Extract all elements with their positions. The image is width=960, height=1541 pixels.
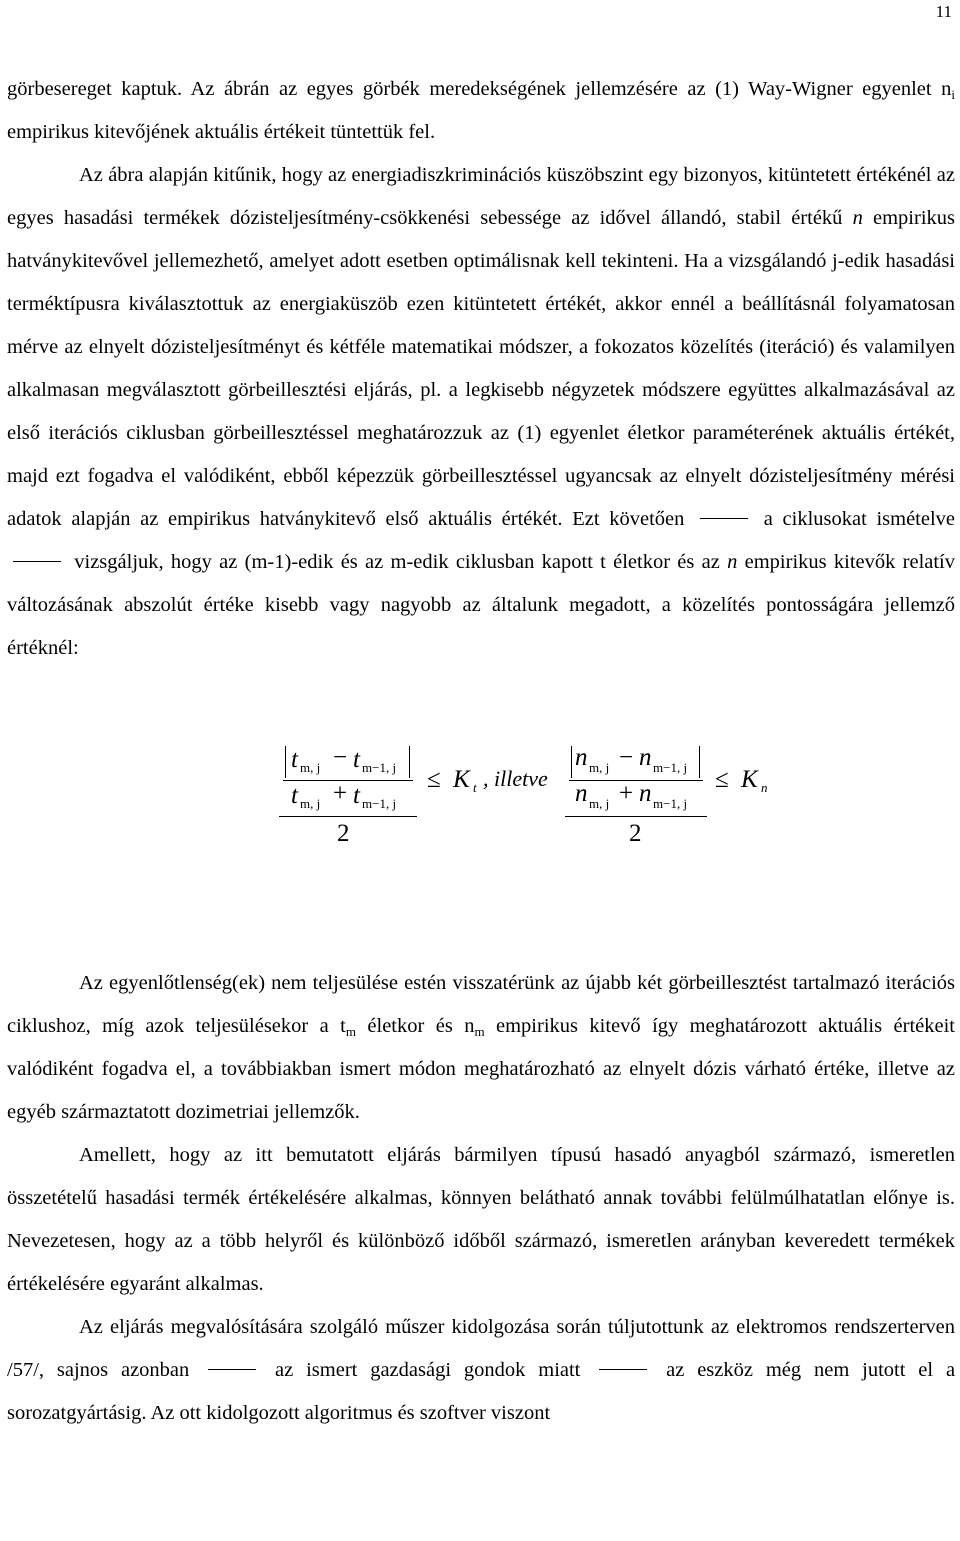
denominator-two: 2 [337, 820, 350, 847]
sub-n: n [761, 780, 768, 795]
para2-c: a ciklusokat ismételve [763, 508, 956, 530]
sub-m1j: m−1, j [362, 760, 397, 775]
em-dash [13, 561, 61, 562]
para2-e: empirikus kitevők relatív változásának abszolút értéke kisebb vagy nagyobb az általunk megadott, a közelítés pontosságára jellemző értéknél: [7, 551, 956, 659]
para2-n: n [852, 207, 863, 229]
para3-sub2: m [474, 1024, 485, 1039]
em-dash [208, 1369, 256, 1370]
abs-bar-left [571, 746, 572, 778]
paragraph-3 [7, 962, 955, 1134]
para1-end: empirikus kitevőjének aktuális értékeit tüntettük fel. [7, 121, 436, 143]
page-body [7, 68, 955, 1435]
sub-mj: m, j [589, 796, 610, 811]
para2-b: empirikus hatványkitevővel jellemezhető, amelyet adott esetben optimálisnak kell tekinteni. Ha a vizsgálandó j-edik hasadási terméktípusra kiválasztottuk az energiaküszöb ezen kitüntetett értékét, akkor ennél a beállításnál folyamatosan mérve az elnyelt dózisteljesítményt és kétféle matematikai módszer, a fokozatos közelítés (iteráció) és valamilyen alkalmasan megválasztott görbeillesztési eljárás, pl. a legkisebb négyzetek módszere együttes alkalmazásával az első iterációs ciklusban görbeillesztéssel meghatározzuk az (1) egyenlet életkor paraméterének aktuális értékét, majd ezt fogadva el valódiként, ebből képezzük görbeillesztéssel ugyancsak az elnyelt dózisteljesítmény mérési adatok alapján az empirikus hatványkitevő első aktuális értékét. Ezt követően [7, 207, 955, 530]
fraction-line-outer [565, 816, 707, 817]
inequality-formula [279, 744, 768, 880]
plus-sign: + [619, 780, 634, 807]
em-dash [700, 518, 748, 519]
t-mj-top: t [291, 746, 298, 773]
illetve-text: , illetve [483, 766, 548, 791]
K-n: K [741, 766, 758, 793]
formula-block [7, 670, 955, 962]
abs-bar-right [699, 746, 700, 778]
t-m1j-bottom: t [353, 782, 360, 809]
sub-mj: m, j [300, 796, 321, 811]
para1-text: görbesereget kaptuk. Az ábrán az egyes görbék meredekségének jellemzésére az (1) Way-Wigner egyenlet n [7, 78, 952, 100]
K-t: K [453, 766, 470, 793]
para3-sub1: m [345, 1024, 356, 1039]
t-mj-bottom: t [291, 782, 298, 809]
em-dash [599, 1369, 647, 1370]
t-m1j-top: t [353, 746, 360, 773]
para2-n2: n [727, 551, 738, 573]
plus-sign: + [333, 780, 348, 807]
le-sign: ≤ [715, 766, 729, 793]
para3-c: empirikus kitevő így meghatározott aktuális értékeit valódiként fogadva el, a továbbiakban ismert módon meghatározható az elnyelt dózis várható értéke, illetve az egyéb származtatott dozimetriai jellemzők. [7, 1015, 955, 1123]
page-number: 11 [935, 2, 952, 21]
sub-m1j: m−1, j [653, 796, 688, 811]
para1-subscript: i [951, 87, 955, 102]
n-m1j-bottom: n [639, 780, 652, 807]
n-mj-bottom: n [575, 780, 588, 807]
sub-mj: m, j [589, 760, 610, 775]
para3-a: Az egyenlőtlenség(ek) nem teljesülése estén visszatérünk az újabb két görbeillesztést tartalmazó iterációs ciklushoz, míg azok teljesülésekor a t [7, 972, 955, 1037]
paragraph-4: Amellett, hogy az itt bemutatott eljárás bármilyen típusú hasadó anyagból származó, ismeretlen összetételű hasadási termék értékelésére alkalmas, könnyen belátható annak további felülmúlhatatlan előnye is. Nevezetesen, hogy az a több helyről és különböző időből származó, ismeretlen arányban keveredett termékek értékelésére egyaránt alkalmas. [7, 1144, 955, 1295]
sub-mj: m, j [300, 760, 321, 775]
minus-sign: − [619, 744, 634, 771]
sub-t: t [473, 780, 477, 795]
paragraph-1 [7, 68, 955, 154]
minus-sign: − [333, 744, 348, 771]
n-m1j-top: n [639, 744, 652, 771]
para2-d: vizsgáljuk, hogy az (m-1)-edik és az m-edik ciklusban kapott t életkor és az [74, 551, 728, 573]
paragraph-2 [7, 154, 955, 670]
para5-c: az eszköz még nem jutott el a sorozatgyártásig. Az ott kidolgozott algoritmus és szoftver viszont [7, 1359, 956, 1424]
sub-m1j: m−1, j [653, 760, 688, 775]
para3-b: életkor és n [355, 1015, 475, 1037]
n-mj-top: n [575, 744, 588, 771]
para2-a: Az ábra alapján kitűnik, hogy az energiadiszkriminációs küszöbszint egy bizonyos, kitüntetett értékénél az egyes hasadási termékek dózisteljesítmény-csökkenési sebessége az idővel állandó, stabil értékű [7, 164, 955, 229]
fraction-line-outer [279, 816, 417, 817]
fraction-line [283, 780, 413, 781]
fraction-line [569, 780, 703, 781]
para5-b: az ismert gazdasági gondok miatt [275, 1359, 581, 1381]
le-sign: ≤ [427, 766, 441, 793]
abs-bar-left [285, 746, 286, 778]
para5-a: Az eljárás megvalósítására szolgáló műszer kidolgozása során túljutottunk az elektromos rendszerterven /57/, sajnos azonban [7, 1316, 955, 1381]
sub-m1j: m−1, j [362, 796, 397, 811]
abs-bar-right [409, 746, 410, 778]
paragraph-5 [7, 1306, 955, 1435]
denominator-two: 2 [629, 820, 642, 847]
